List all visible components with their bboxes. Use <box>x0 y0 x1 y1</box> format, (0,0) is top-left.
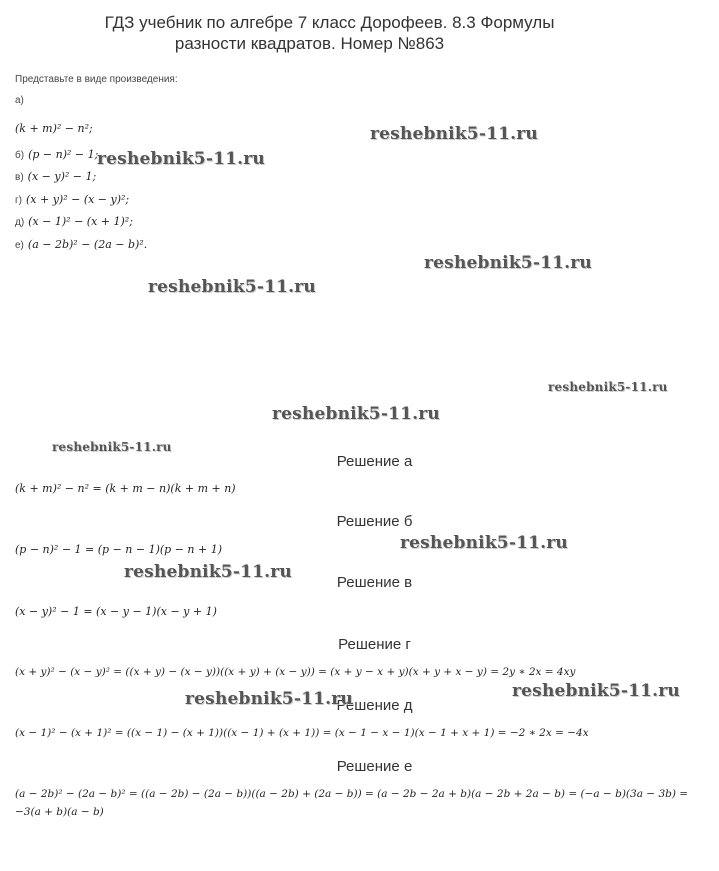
task-item-label: д) <box>15 217 25 228</box>
task-item-expr: (x − y)² − 1; <box>27 170 97 183</box>
solution-f-expr: (a − 2b)² − (2a − b)² = ((a − 2b) − (2a − b))((a − 2b) + (2a − b)) = (a − 2b − 2a + b)(a − 2b + 2a − b) = (−a − b)(3a − 3b) = <box>15 788 689 800</box>
watermark: reshebnik5-11.ru <box>97 149 265 169</box>
task-item-label: б) <box>15 150 25 161</box>
task-item-label: в) <box>15 172 24 183</box>
watermark: reshebnik5-11.ru <box>148 277 316 297</box>
watermark: reshebnik5-11.ru <box>400 533 568 553</box>
watermark: reshebnik5-11.ru <box>370 124 538 144</box>
task-item-label: г) <box>15 195 22 206</box>
title-line-1: ГДЗ учебник по алгебре 7 класс Дорофеев. 8.3 Формулы <box>104 13 555 32</box>
task-item-label: е) <box>15 240 24 251</box>
solution-f-heading: Решение е <box>336 758 413 775</box>
task-item-expr: (a − 2b)² − (2a − b)². <box>27 238 148 251</box>
solution-b-heading: Решение б <box>336 513 413 530</box>
solution-e-heading: Решение д <box>336 697 413 714</box>
task-item-d <box>15 190 129 208</box>
task-item-a-expr: (k + m)² − n²; <box>15 122 93 135</box>
title-line-2: разности квадратов. Номер №863 <box>174 34 445 53</box>
solution-d-heading: Решение г <box>338 636 411 653</box>
solution-d-expr: (x + y)² − (x − y)² = ((x + y) − (x − y))((x + y) + (x − y)) = (x + y − x + y)(x + y + x − y) = 2y ∗ 2x = 4xy <box>15 666 576 678</box>
task-item-b <box>15 145 98 163</box>
watermark: reshebnik5-11.ru <box>124 562 292 582</box>
solution-e-expr: (x − 1)² − (x + 1)² = ((x − 1) − (x + 1))((x − 1) + (x + 1)) = (x − 1 − x − 1)(x − 1 + x + 1) = −2 ∗ 2x = −4x <box>15 727 589 739</box>
task-item-c <box>15 167 96 185</box>
watermark: reshebnik5-11.ru <box>424 253 592 273</box>
task-intro: Представьте в виде произведения: <box>15 74 178 85</box>
watermark: reshebnik5-11.ru <box>512 681 680 701</box>
task-item-e <box>15 212 133 230</box>
solution-a-heading: Решение а <box>336 453 413 470</box>
task-item-f <box>15 235 147 253</box>
solution-f-expr-continued: −3(a + b)(a − b) <box>15 806 104 818</box>
task-item-expr: (p − n)² − 1; <box>28 148 99 161</box>
solution-c-heading: Решение в <box>336 574 413 591</box>
watermark: reshebnik5-11.ru <box>52 440 172 454</box>
watermark: reshebnik5-11.ru <box>548 380 668 394</box>
watermark: reshebnik5-11.ru <box>185 689 353 709</box>
solution-b-expr: (p − n)² − 1 = (p − n − 1)(p − n + 1) <box>15 543 223 556</box>
watermark: reshebnik5-11.ru <box>272 404 440 424</box>
solution-a-expr: (k + m)² − n² = (k + m − n)(k + m + n) <box>15 482 236 495</box>
solution-c-expr: (x − y)² − 1 = (x − y − 1)(x − y + 1) <box>15 605 217 618</box>
task-item-expr: (x − 1)² − (x + 1)²; <box>28 215 133 228</box>
task-item-expr: (x + y)² − (x − y)²; <box>25 193 130 206</box>
page-title <box>0 12 719 54</box>
task-item-a-label: а) <box>15 95 24 106</box>
